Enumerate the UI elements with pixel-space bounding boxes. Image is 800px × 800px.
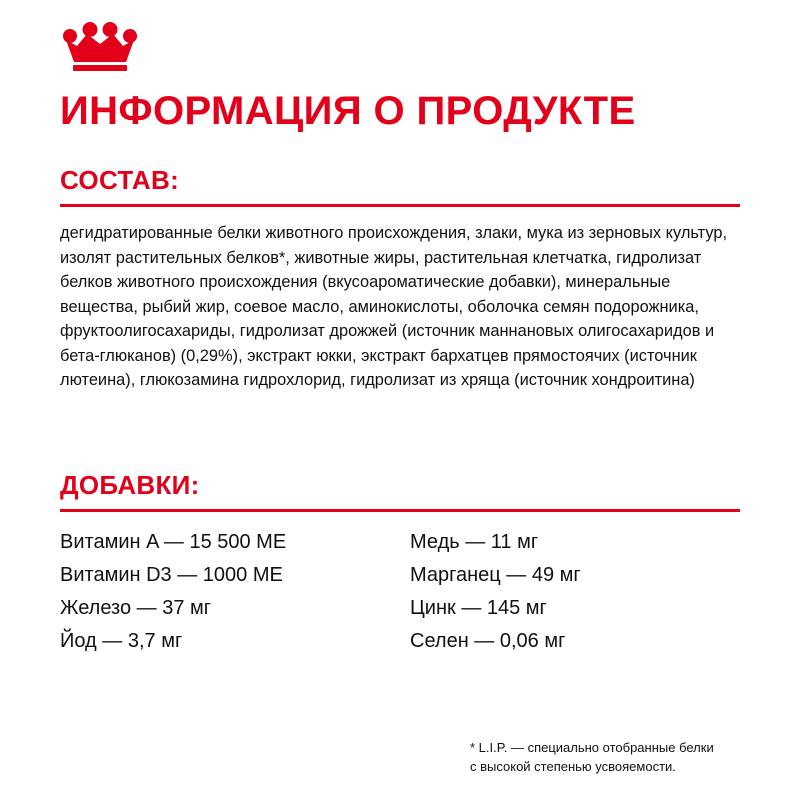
additives-right-column [400,526,740,658]
list-item: Витамин D3 — 1000 МЕ [60,564,283,586]
list-item: Медь — 11 мг [410,531,539,553]
additives-heading: ДОБАВКИ: [60,470,200,500]
composition-heading: СОСТАВ: [60,165,180,195]
additives-columns [60,526,740,658]
additives-divider [60,509,740,512]
composition-divider [60,204,740,207]
additives-section [60,470,740,658]
composition-section [60,165,740,393]
list-item: Цинк — 145 мг [410,597,547,619]
page-title: ИНФОРМАЦИЯ О ПРОДУКТЕ [60,89,636,133]
list-item: Йод — 3,7 мг [60,630,183,652]
footnote [470,738,750,776]
additives-left-column [60,526,400,658]
composition-text: дегидратированные белки животного происхождения, злаки, мука из зерновых культур, изолят растительных белков*, животные жиры, растительная клетчатка, гидролизат белков животного происхождения (вкусоароматические добавки), минеральные вещества, рыбий жир, соевое масло, аминокислоты, оболочка семян подорожника, фруктоолигосахариды, гидролизат дрожжей (источник маннановых олигосахаридов и бета-глюканов) (0,29%), экстракт юкки, экстракт бархатцев прямостоячих (источник лютеина), глюкозамина гидрохлорид, гидролизат из хряща (источник хондроитина) [60,224,728,389]
royal-canin-crown-logo [60,22,140,74]
list-item: Селен — 0,06 мг [410,630,566,652]
list-item: Марганец — 49 мг [410,564,581,586]
list-item: Витамин A — 15 500 МЕ [60,531,287,553]
footnote-line-2: с высокой степенью усвояемости. [470,759,676,774]
list-item: Железо — 37 мг [60,597,212,619]
footnote-line-1: * L.I.P. — специально отобранные белки [470,740,714,755]
